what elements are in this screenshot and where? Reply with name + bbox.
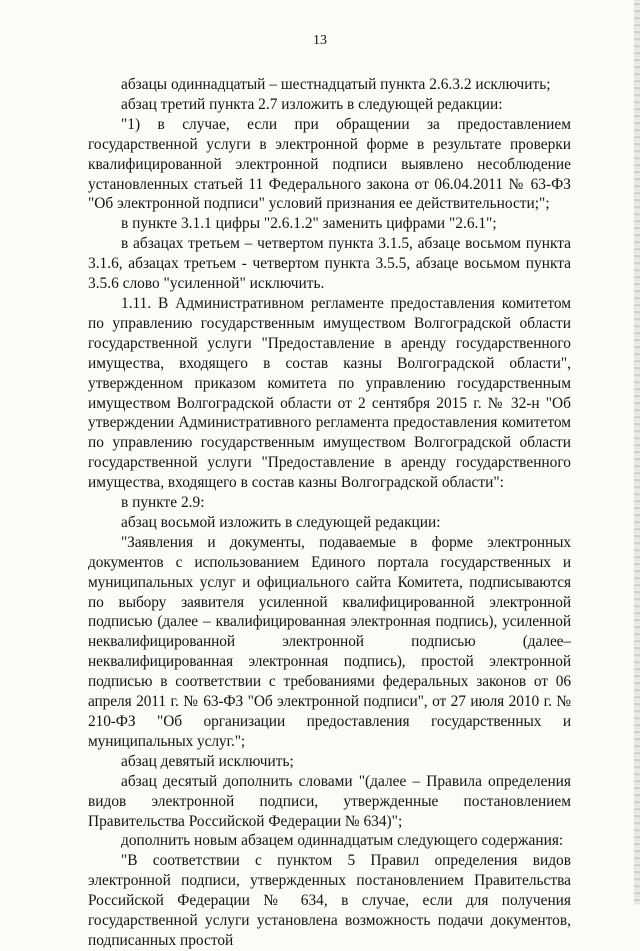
paragraph-3: "1) в случае, если при обращении за предоставлением государственной услуги в электронной форме в результате проверки квалифицированной электронной подписи выявлено несоблюдение установленных статьей 11 Федерального закона от 06.04.2011 № 63-ФЗ "Об электронной подписи" условий признания ее действительности;";: [88, 115, 571, 213]
scan-edge: [634, 0, 640, 905]
paragraph-12: дополнить новым абзацем одиннадцатым следующего содержания:: [121, 832, 564, 850]
paragraph-11: абзац десятый дополнить словами "(далее – Правила определения видов электронной подписи, утвержденные постановлением Правительства Российской Федерации № 634)";: [88, 772, 571, 830]
document-body: [88, 75, 571, 951]
page-number: 13: [313, 33, 327, 48]
paragraph-1: абзацы одиннадцатый – шестнадцатый пункта 2.6.3.2 исключить;: [121, 76, 551, 93]
paragraph-4: в пункте 3.1.1 цифры "2.6.1.2" заменить цифрами "2.6.1";: [121, 215, 497, 233]
paragraph-9: "Заявления и документы, подаваемые в форме электронных документов с использованием Единого портала государственных и муниципальных услуг и официального сайта Комитета, подписываются по выбору заявителя усиленной квалифицированной электронной подписью (далее – квалифицированная электронная подпись), усиленной неквалифицированной электронной подписью (далее– неквалифицированная электронная подпись), простой электронной подписью в соответствии с требованиями федеральных законов от 06 апреля 2011 г. № 63-ФЗ "Об электронной подписи", от 27 июля 2010 г. № 210-ФЗ "Об организации предоставления государственных и муниципальных услуг.";: [88, 533, 571, 750]
paragraph-2: абзац третий пункта 2.7 изложить в следующей редакции:: [121, 95, 503, 113]
paragraph-5: в абзацах третьем – четвертом пункта 3.1.5, абзаце восьмом пункта 3.1.6, абзацах третьем - четвертом пункта 3.5.5, абзаце восьмом пункта 3.5.6 слово "усиленной" исключить.: [88, 235, 571, 293]
paragraph-7: в пункте 2.9:: [121, 494, 205, 512]
paragraph-8: абзац восьмой изложить в следующей редакции:: [121, 513, 441, 531]
paragraph-10: абзац девятый исключить;: [121, 752, 294, 770]
paragraph-6: 1.11. В Административном регламенте предоставления комитетом по управлению государственным имуществом Волгоградской области государственной услуги "Предоставление в аренду государственного имущества, входящего в состав казны Волгоградской области", утвержденном приказом комитета по управлению государственным имуществом Волгоградской области от 2 сентября 2015 г. № 32-н "Об утверждении Административного регламента предоставления комитетом по управлению государственным имуществом Волгоградской области государственной услуги "Предоставление в аренду государственного имущества, входящего в состав казны Волгоградской области":: [88, 294, 571, 492]
paragraph-13: "В соответствии с пунктом 5 Правил определения видов электронной подписи, утвержденных постановлением Правительства Российской Федерации № 634, в случае, если для получения государственной услуги установлена возможность подачи документов, подписанных простой: [88, 852, 571, 949]
